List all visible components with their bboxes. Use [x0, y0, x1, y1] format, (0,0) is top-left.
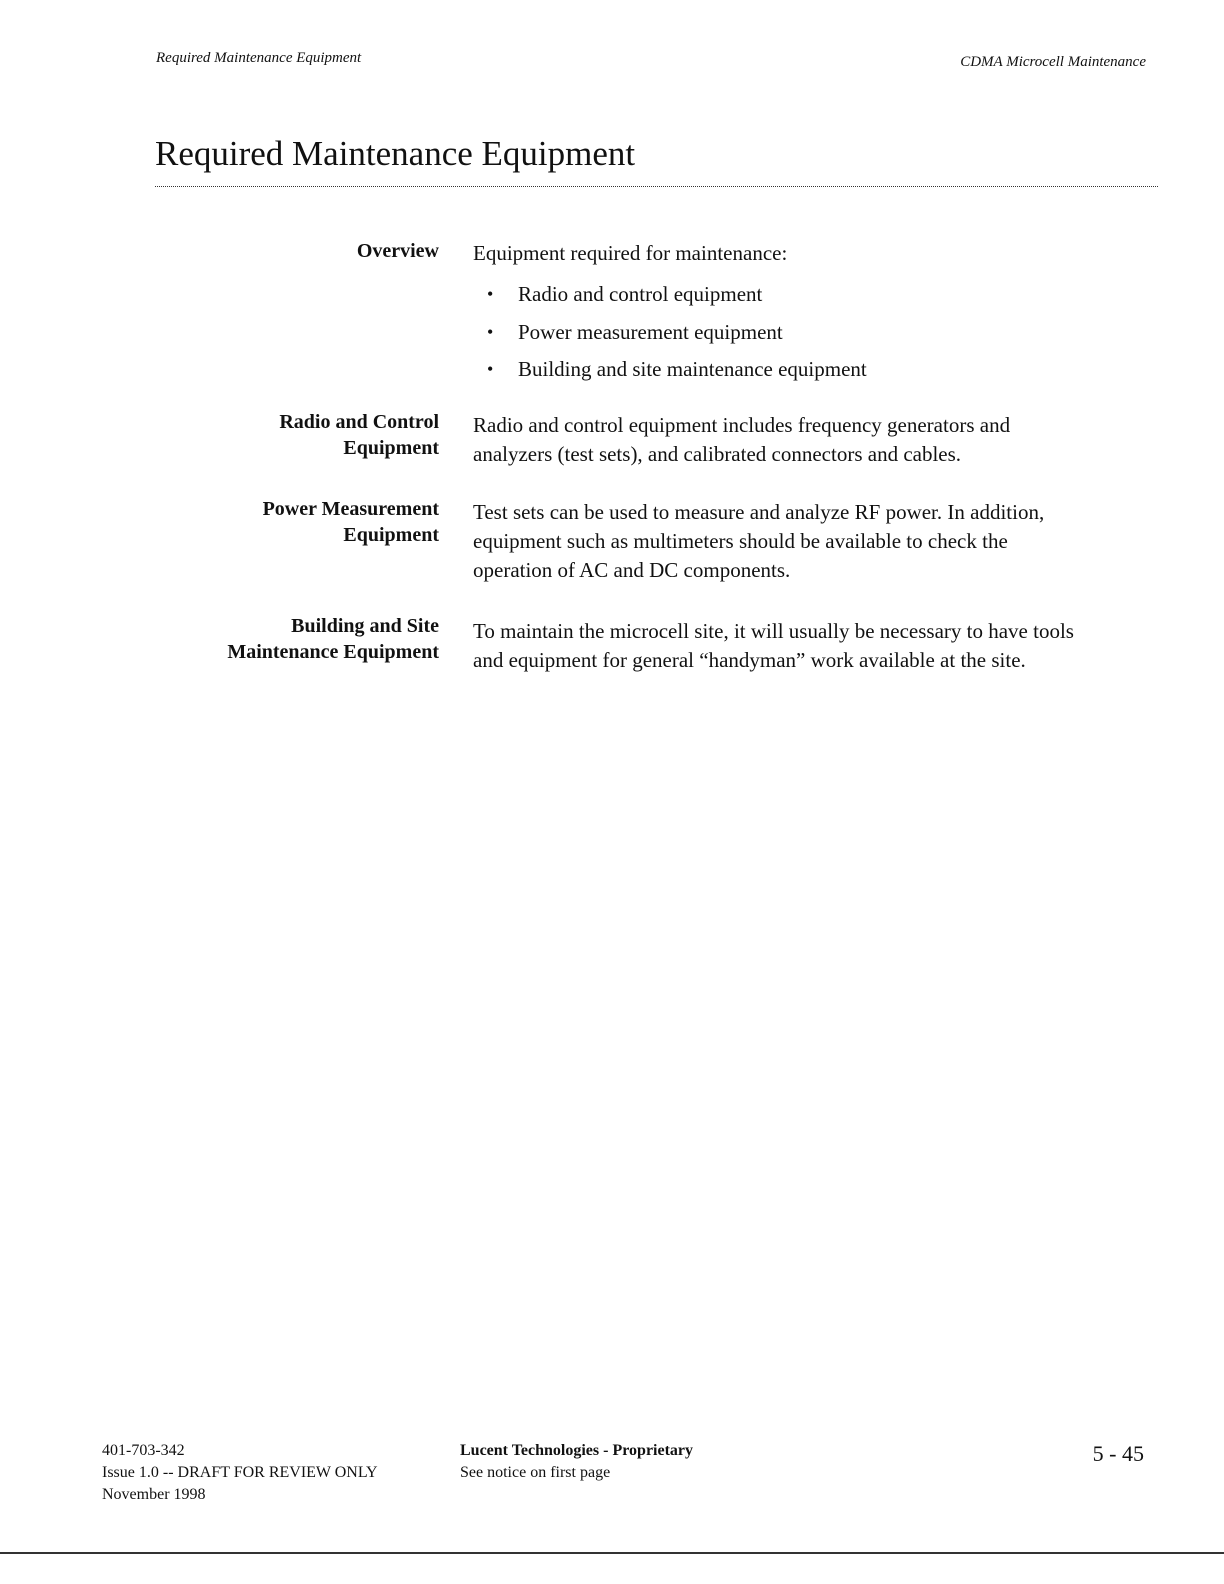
body-line: To maintain the microcell site, it will usually be necessary to have tools: [473, 619, 1074, 643]
section-label-line: Radio and Control: [279, 411, 439, 433]
bullet-icon: •: [487, 284, 494, 304]
section-body: [473, 617, 1163, 675]
body-line: equipment such as multimeters should be available to check the: [473, 529, 1008, 553]
section-label-line: Maintenance Equipment: [227, 641, 439, 663]
bullet-icon: •: [487, 359, 494, 379]
section-label: [179, 496, 439, 548]
section-body: [473, 498, 1163, 585]
section-label-line: Building and Site: [291, 615, 439, 637]
list-item-text: Power measurement equipment: [518, 319, 783, 344]
section-label-line: Overview: [356, 240, 439, 262]
bottom-divider: [0, 1552, 1224, 1554]
page-number: 5 - 45: [1092, 1441, 1144, 1466]
body-line: analyzers (test sets), and calibrated connectors and cables.: [473, 442, 962, 466]
bullet-list: [473, 276, 1163, 389]
section-body: [473, 239, 1163, 389]
section-body: [473, 411, 1163, 469]
bullet-icon: •: [487, 321, 494, 342]
running-header-right: CDMA Microcell Maintenance: [960, 54, 1146, 70]
section-label: [179, 613, 439, 665]
list-item-text: Radio and control equipment: [518, 282, 763, 306]
issue-date: November 1998: [102, 1486, 206, 1503]
list-item: [473, 314, 1163, 352]
body-line: Test sets can be used to measure and analyze RF power. In addition,: [473, 500, 1045, 524]
section-label: [179, 238, 439, 264]
body-line: and equipment for general “handyman” work available at the site.: [473, 648, 1026, 672]
doc-number: 401-703-342: [102, 1442, 185, 1459]
page-title: Required Maintenance Equipment: [155, 134, 636, 173]
list-item: [473, 276, 1163, 314]
footer-document-info: [102, 1440, 378, 1506]
section-label: [179, 409, 439, 461]
section-label-line: Equipment: [343, 437, 439, 459]
section-label-line: Power Measurement: [262, 498, 439, 520]
issue-label: Issue 1.0 -- DRAFT FOR REVIEW ONLY: [102, 1464, 378, 1481]
list-item: [473, 351, 1163, 389]
title-divider: [155, 186, 1158, 187]
section-intro: Equipment required for maintenance:: [473, 241, 788, 265]
company-notice: Lucent Technologies - Proprietary: [460, 1442, 694, 1459]
list-item-text: Building and site maintenance equipment: [518, 357, 867, 381]
running-header-left: Required Maintenance Equipment: [156, 50, 362, 66]
section-label-line: Equipment: [343, 524, 439, 546]
footer-proprietary: [460, 1440, 693, 1484]
body-line: Radio and control equipment includes frequency generators and: [473, 413, 1011, 437]
body-line: operation of AC and DC components.: [473, 558, 791, 582]
notice-text: See notice on first page: [460, 1464, 611, 1481]
